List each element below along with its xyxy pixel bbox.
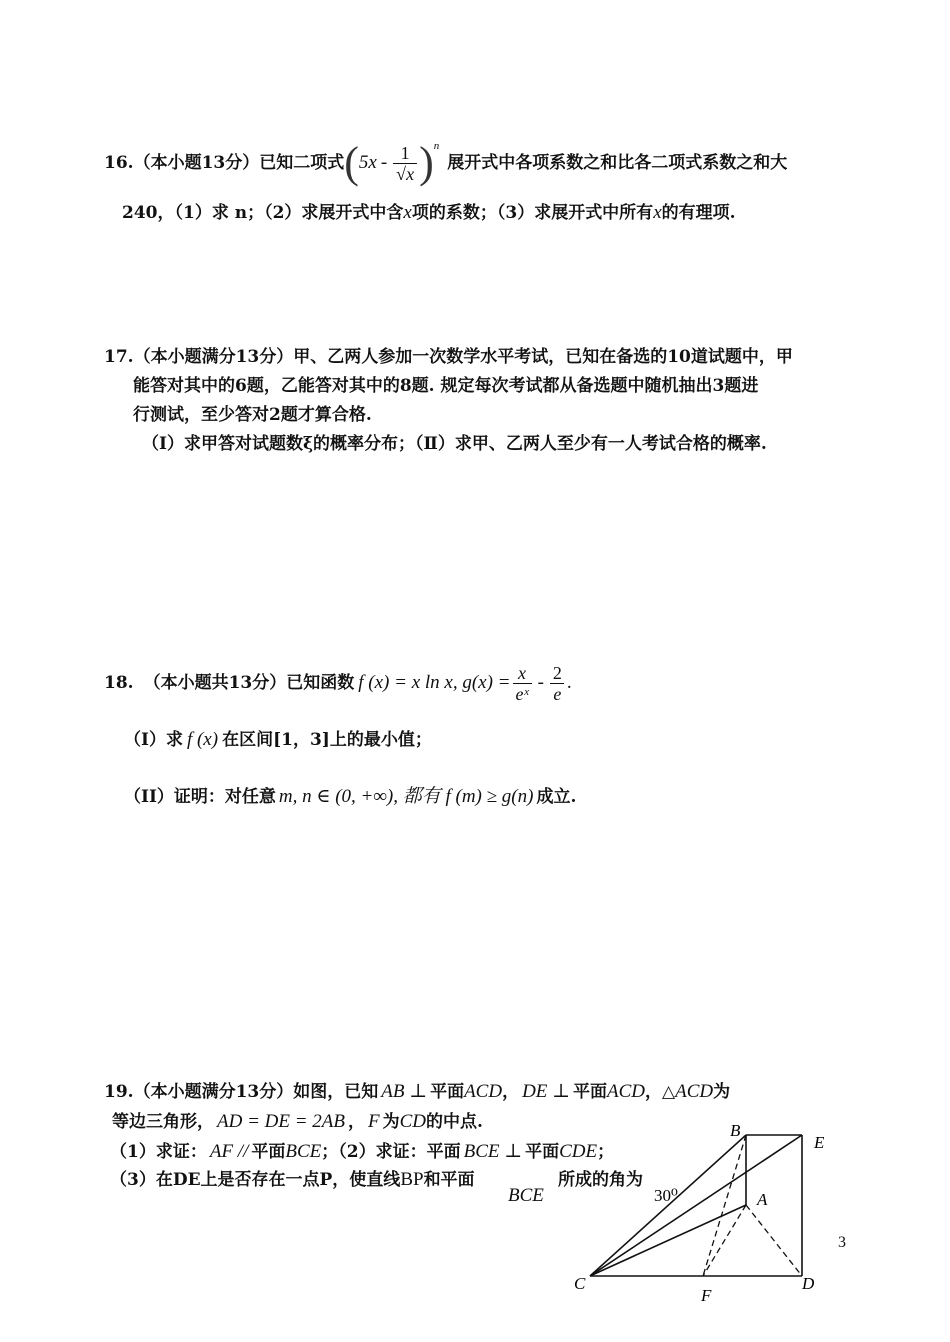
q16-frac-num: 1 [400,142,410,163]
q19-line4-b: 和平面 [423,1170,475,1190]
q16-line2-b: 项的系数；（3）求展开式中所有 [411,203,654,223]
q19-plane-1: 平面 [430,1082,465,1102]
label-E: E [814,1133,825,1152]
q19-line-2 [112,1110,483,1134]
q17-line-3: 行测试，至少答对2题才算合格. [133,405,372,425]
q16-exponent: n [433,140,440,152]
q18-line-1 [104,658,572,708]
q19-bce-2: BCE ⊥ [463,1141,523,1162]
q16-line-2 [122,201,736,225]
q19-plane-2: 平面 [573,1082,608,1102]
q19-f: F [368,1111,380,1132]
q19-ad-eq: AD = DE = 2AB [217,1111,346,1132]
q18-part-1 [124,728,432,752]
q16-text-1: 已知二项式 [259,153,345,173]
q19-bp: BP [400,1169,424,1190]
q19-line4-a: （3）在DE上是否存在一点P，使直线 [110,1170,401,1190]
q18-tag: （本小题共13分）已知函数 [143,673,355,693]
q16-x-1: x [403,202,412,223]
q19-cd: CD [399,1111,427,1132]
q19-line3-b: 平面 [251,1142,286,1162]
q19-line2-c: 为 [382,1112,400,1132]
q19-af: AF // [209,1141,249,1162]
q16-frac-den [393,163,417,184]
q19-line2-b: ， [348,1112,366,1132]
q18-p2-a: （II）证明：对任意 [124,787,276,807]
edge-AD-dashed [746,1205,802,1276]
q19-line4-c: 所成的角为 [558,1170,643,1190]
q19-de-perp: DE ⊥ [522,1081,571,1102]
q18-frac1-num: x [518,662,527,683]
label-F: F [701,1286,712,1305]
q18-minus: - [537,672,544,693]
q17-line-2: 能答对其中的6题，乙能答对其中的8题. 规定每次考试都从备选题中随机抽出3题进 [133,376,759,396]
q19-line-1 [104,1080,730,1104]
q19-acd-1: ACD [464,1081,503,1102]
q19-bce-3: BCE [508,1185,544,1206]
q18-end: . [566,672,572,693]
q19-acd-2: ACD [607,1081,646,1102]
label-A: A [757,1190,768,1209]
q18-f-def: f (x) = x ln x, g(x) = [358,672,511,693]
q19-line3-d: 平面 [525,1142,560,1162]
q19-line1-a: 19.（本小题满分13分）如图，已知 [104,1082,379,1102]
q18-frac1-den: eˣ [513,683,532,704]
q16-text-2: 展开式中各项系数之和比各二项式系数之和大 [447,153,788,173]
q18-frac2-num: 2 [552,662,562,683]
q17-line-4: （Ⅰ）求甲答对试题数ξ的概率分布；（Ⅱ）求甲、乙两人至少有一人考试合格的概率. [142,434,767,454]
q19-line3-a: （1）求证： [110,1142,207,1162]
q19-bce-1: BCE [285,1141,322,1162]
edge-CA [590,1205,746,1276]
q19-triangle: ，△ [645,1082,676,1102]
q18-p1-f: f (x) [186,729,219,750]
q19-bce-3-wrap [508,1184,544,1208]
angle-label: 30⁰ [654,1186,678,1205]
q19-acd-3: ACD [675,1081,714,1102]
q18-frac2-den: e [550,683,564,704]
q16-tag: （本小题13分） [133,153,260,173]
q18-fraction-1 [513,663,532,704]
q19-line3-c: ；（2）求证：平面 [321,1142,461,1162]
q19-cde: CDE [559,1141,598,1162]
q18-p2-b: 成立. [536,787,577,807]
left-paren: ( [344,138,359,187]
q16-frac-den-x: x [406,163,415,184]
q16-line2-a: 240，（1）求 n；（2）求展开式中含 [122,203,404,223]
q16-number: 16. [104,153,134,173]
edge-BF-dashed [703,1135,746,1276]
q19-line-4 [110,1168,475,1192]
q19-line2-a: 等边三角形， [112,1112,214,1132]
edge-CE [590,1135,802,1276]
sqrt-sign: √ [396,163,407,184]
label-C: C [574,1274,586,1293]
page-number: 3 [838,1234,846,1251]
label-D: D [802,1274,815,1293]
q18-number: 18. [104,673,134,693]
q19-comma-1: ， [502,1082,520,1102]
q19-wei: 为 [713,1082,731,1102]
q16-line2-c: 的有理项. [661,203,736,223]
q19-ab-perp: AB ⊥ [381,1081,428,1102]
q19-line-4-end [558,1168,643,1192]
q17-line-1: 17.（本小题满分13分）甲、乙两人参加一次数学水平考试，已知在备选的10道试题中，甲 [104,347,793,367]
q19-line2-d: 的中点. [426,1112,483,1132]
q19-line3-e: ； [597,1142,615,1162]
q16-expr-5x: 5x [358,152,377,173]
q18-part-2 [124,785,576,809]
q18-p1-b: 在区间[1，3]上的最小值； [222,730,432,750]
q16-fraction [393,143,417,184]
q19-line-3 [110,1140,614,1164]
q16-line-1 [104,138,787,188]
q16-x-2: x [653,202,662,223]
q18-p1-a: （I）求 [124,730,183,750]
right-paren: ) [419,138,434,187]
q18-fraction-2 [550,663,565,704]
q18-p2-m: m, n ∈ (0, +∞), 都有 f (m) ≥ g(n) [278,786,534,807]
q16-minus: - [380,152,388,173]
edge-AF-dashed [703,1205,746,1276]
label-B: B [730,1121,741,1140]
